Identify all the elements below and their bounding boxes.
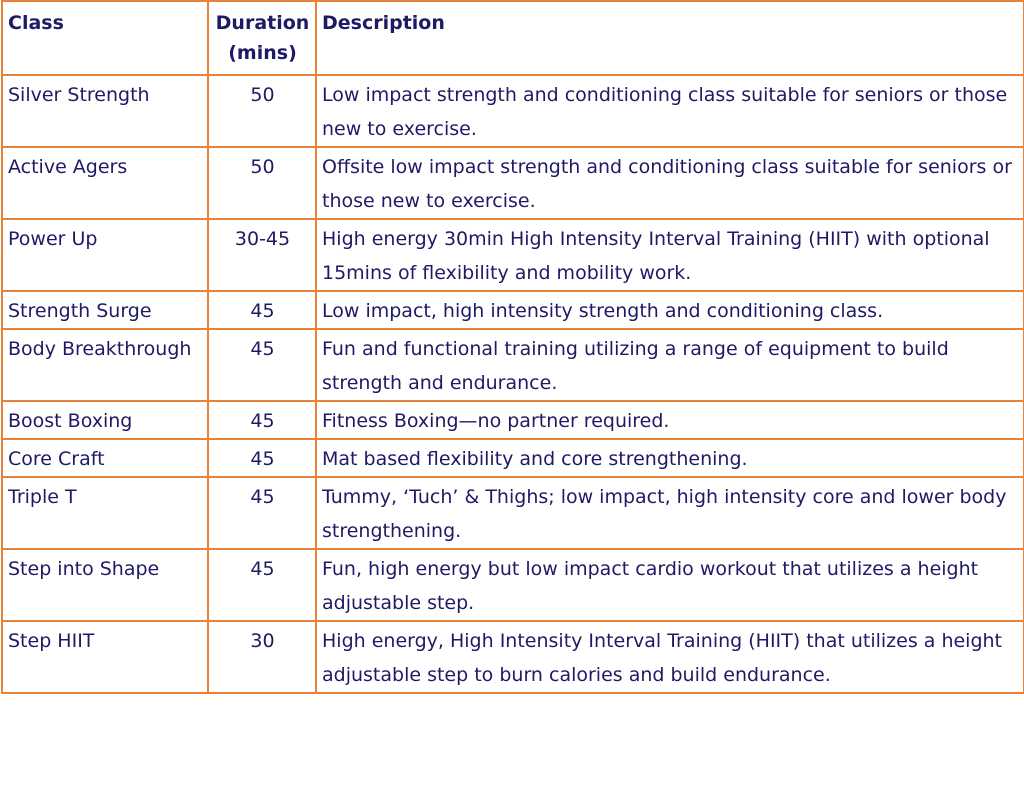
class-name-cell: Boost Boxing xyxy=(2,401,208,439)
class-name-cell: Silver Strength xyxy=(2,75,208,147)
description-cell: Low impact strength and conditioning class suitable for seniors or those new to exercise. xyxy=(316,75,1024,147)
duration-cell: 45 xyxy=(208,439,316,477)
duration-cell: 50 xyxy=(208,75,316,147)
duration-cell: 30-45 xyxy=(208,219,316,291)
description-cell: Tummy, ‘Tuch’ & Thighs; low impact, high intensity core and lower body strengthening. xyxy=(316,477,1024,549)
header-class: Class xyxy=(2,1,208,75)
class-name-cell: Power Up xyxy=(2,219,208,291)
table-row xyxy=(2,401,1024,439)
description-cell: High energy 30min High Intensity Interval Training (HIIT) with optional 15mins of flexibility and mobility work. xyxy=(316,219,1024,291)
table-row xyxy=(2,291,1024,329)
header-duration-line2: (mins) xyxy=(228,42,297,64)
class-schedule-table xyxy=(1,0,1024,694)
table-row xyxy=(2,439,1024,477)
class-name-cell: Triple T xyxy=(2,477,208,549)
description-cell: Mat based flexibility and core strengthening. xyxy=(316,439,1024,477)
duration-cell: 45 xyxy=(208,549,316,621)
description-cell: Offsite low impact strength and conditioning class suitable for seniors or those new to exercise. xyxy=(316,147,1024,219)
duration-cell: 45 xyxy=(208,477,316,549)
table-row xyxy=(2,549,1024,621)
class-name-cell: Step into Shape xyxy=(2,549,208,621)
table-header-row xyxy=(2,1,1024,75)
duration-cell: 45 xyxy=(208,401,316,439)
class-name-cell: Body Breakthrough xyxy=(2,329,208,401)
description-cell: Low impact, high intensity strength and conditioning class. xyxy=(316,291,1024,329)
duration-cell: 50 xyxy=(208,147,316,219)
class-name-cell: Active Agers xyxy=(2,147,208,219)
description-cell: High energy, High Intensity Interval Training (HIIT) that utilizes a height adjustable step to burn calories and build endurance. xyxy=(316,621,1024,693)
duration-cell: 45 xyxy=(208,329,316,401)
class-name-cell: Step HIIT xyxy=(2,621,208,693)
table-row xyxy=(2,75,1024,147)
table-row xyxy=(2,329,1024,401)
description-cell: Fitness Boxing—no partner required. xyxy=(316,401,1024,439)
table-row xyxy=(2,621,1024,693)
table-row xyxy=(2,219,1024,291)
description-cell: Fun and functional training utilizing a range of equipment to build strength and endurance. xyxy=(316,329,1024,401)
header-description: Description xyxy=(316,1,1024,75)
header-duration xyxy=(208,1,316,75)
table-row xyxy=(2,147,1024,219)
header-duration-line1: Duration xyxy=(215,12,310,34)
class-name-cell: Core Craft xyxy=(2,439,208,477)
description-cell: Fun, high energy but low impact cardio workout that utilizes a height adjustable step. xyxy=(316,549,1024,621)
class-name-cell: Strength Surge xyxy=(2,291,208,329)
duration-cell: 30 xyxy=(208,621,316,693)
table-row xyxy=(2,477,1024,549)
duration-cell: 45 xyxy=(208,291,316,329)
